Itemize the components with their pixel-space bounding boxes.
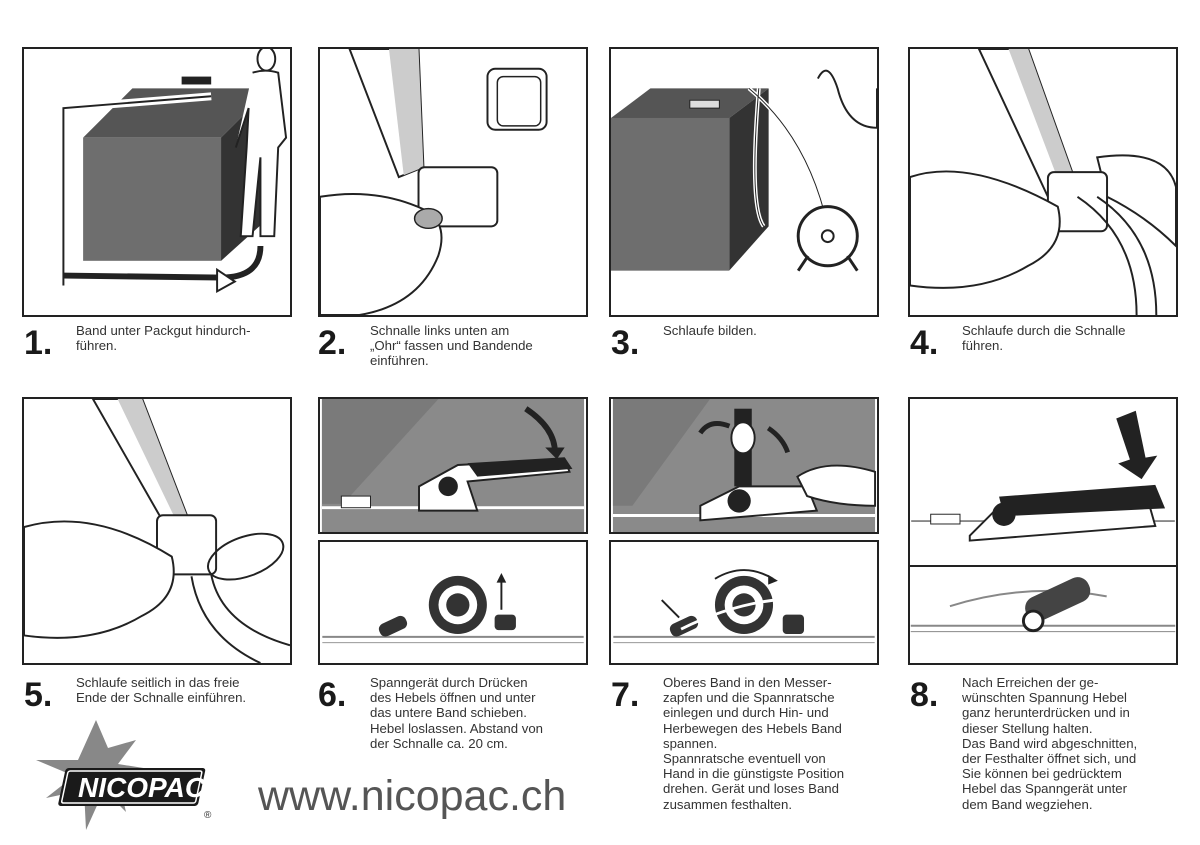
step-instruction: Band unter Packgut hindurch- führen. <box>76 323 251 354</box>
logo-registered-mark: ® <box>204 810 212 821</box>
step-instruction: Schnalle links unten am „Ohr“ fassen und Bandende einführen. <box>370 323 533 369</box>
step-3 <box>611 323 757 362</box>
step-number: 6. <box>318 676 347 714</box>
website-url[interactable]: www.nicopac.ch <box>258 772 567 820</box>
illustration-step-1 <box>22 47 292 317</box>
step-instruction: Schlaufe seitlich in das freie Ende der Schnalle einführen. <box>76 675 247 706</box>
step-7 <box>611 675 845 812</box>
step-instruction: Schlaufe durch die Schnalle führen. <box>962 323 1126 354</box>
step-instruction: Spanngerät durch Drücken des Hebels öffnen und unter das untere Band schieben. Hebel loslassen. Abstand von der Schnalle ca. 20 cm. <box>370 675 544 751</box>
nicopac-logo <box>26 720 226 832</box>
step-8 <box>910 675 1138 812</box>
step-5 <box>24 675 247 714</box>
illustration-step-6-top <box>318 397 588 534</box>
illustration-step-8-bottom <box>908 567 1178 665</box>
step-2 <box>318 323 533 369</box>
illustration-step-5 <box>22 397 292 665</box>
step-number: 8. <box>910 676 939 714</box>
step-number: 5. <box>24 676 53 714</box>
step-4 <box>910 323 1126 362</box>
logo-wordmark: NICOPAC <box>78 772 206 803</box>
illustration-step-3 <box>609 47 879 317</box>
illustration-step-6-bottom <box>318 540 588 665</box>
step-1 <box>24 323 251 362</box>
step-instruction: Nach Erreichen der ge- wünschten Spannung Hebel ganz herunterdrücken und in dieser Stellung halten. Das Band wird abgeschnitten, der Festhalter öffnet sich, und Sie können bei gedrücktem Hebel das Spanngerät unter dem Band wegziehen. <box>962 675 1138 812</box>
illustration-step-8-top <box>908 397 1178 567</box>
step-instruction: Oberes Band in den Messer- zapfen und die Spannratsche einlegen und durch Hin- und Herbewegen des Hebels Band spannen. Spannratsche eventuell von Hand in die günstigste Position drehen. Gerät und loses Band zusammen festhalten. <box>663 675 845 812</box>
step-number: 7. <box>611 676 640 714</box>
step-instruction: Schlaufe bilden. <box>663 323 757 338</box>
illustration-step-7-bottom <box>609 540 879 665</box>
step-number: 4. <box>910 324 939 362</box>
step-6 <box>318 675 544 751</box>
illustration-step-2 <box>318 47 588 317</box>
step-number: 3. <box>611 324 640 362</box>
step-number: 1. <box>24 324 53 362</box>
illustration-step-7-top <box>609 397 879 534</box>
step-number: 2. <box>318 324 347 362</box>
illustration-step-4 <box>908 47 1178 317</box>
